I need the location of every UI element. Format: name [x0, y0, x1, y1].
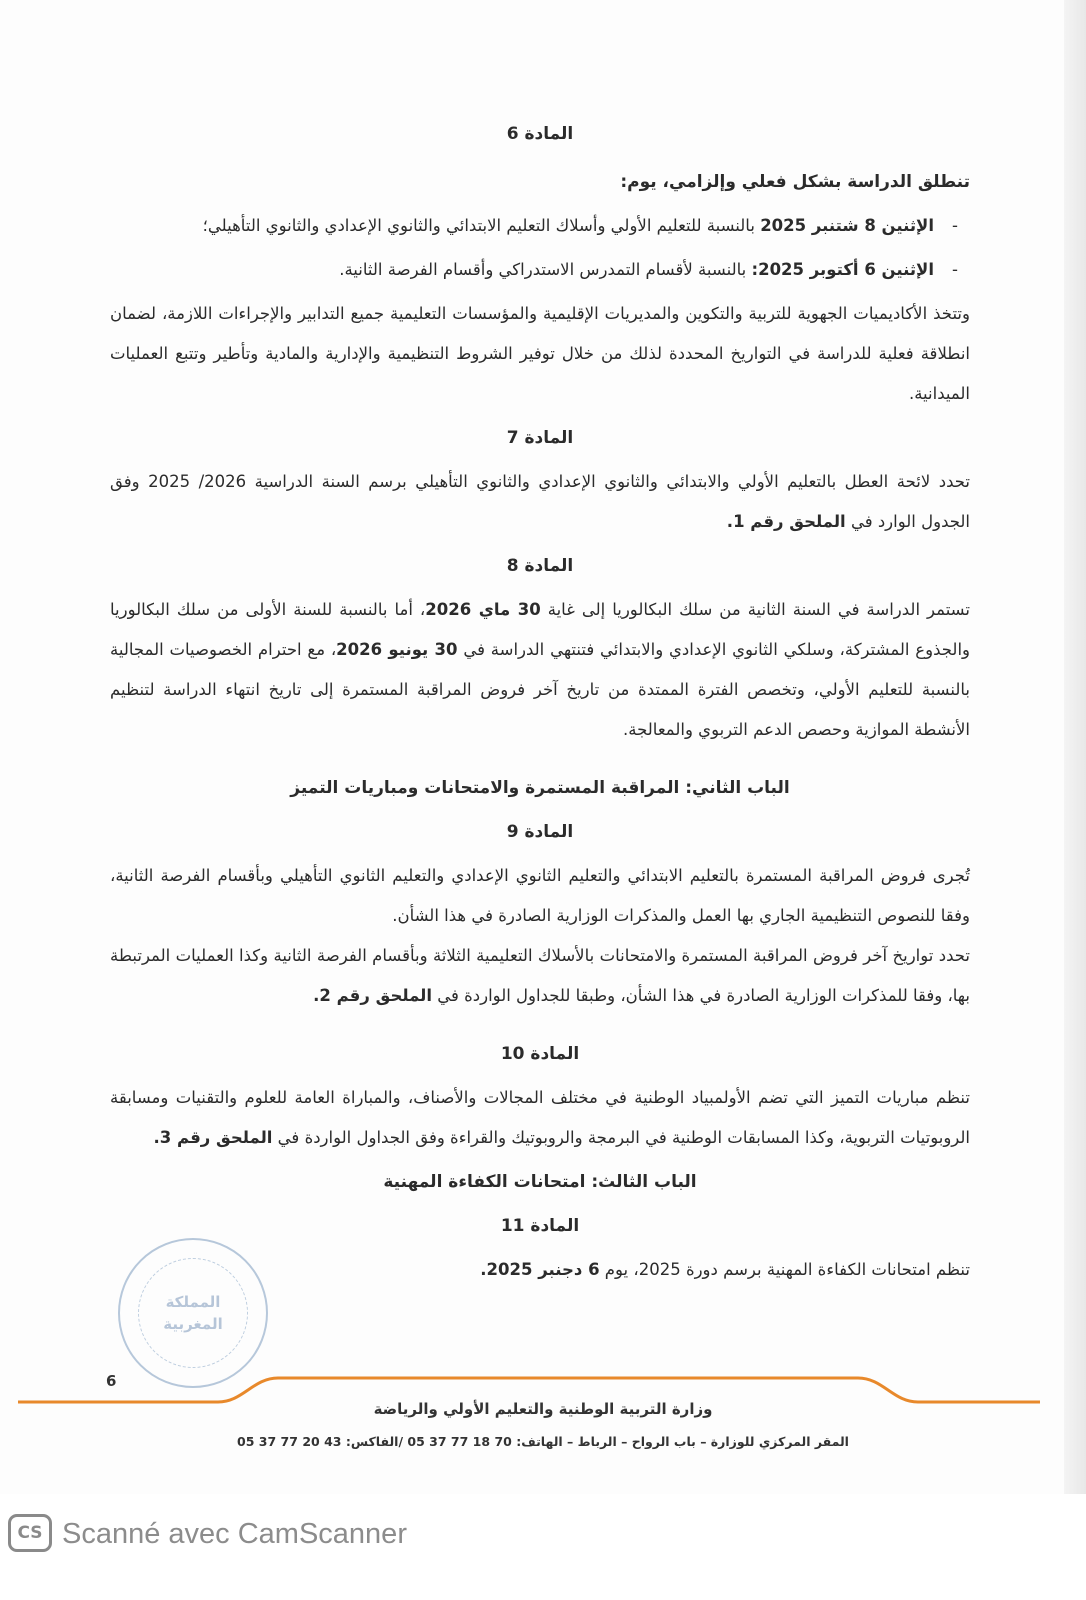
article-11-heading: المادة 11 [500, 1216, 580, 1236]
footer-address: المقر المركزي للوزارة – باب الرواح – الرباط – الهاتف: 70 18 77 37 05 /الفاكس: 43 20 77 37 05 [237, 1434, 849, 1449]
article-6-bullet-2 [110, 250, 970, 290]
chapter-3-title: الباب الثالث: امتحانات الكفاءة المهنية [383, 1172, 697, 1192]
camscanner-watermark-text: Scanné avec CamScanner [62, 1518, 407, 1550]
article-11-text: تنظم امتحانات الكفاءة المهنية برسم دورة 2025، يوم 6 دجنبر 2025. [480, 1260, 970, 1279]
camscanner-logo-icon: CS [8, 1514, 52, 1552]
bullet-text: بالنسبة لأقسام التمدرس الاستدراكي وأقسام الفرصة الثانية. [339, 260, 752, 279]
article-8-heading: المادة 8 [506, 556, 574, 576]
annex-3-ref: الملحق رقم 3. [153, 1128, 273, 1147]
article-10-text: تنظم مباريات التميز التي تضم الأولمبياد الوطنية في مختلف المجالات والأصناف، والمباراة العامة للعلوم والتقنيات ومسابقة الروبوتيات التربوية، وكذا المسابقات الوطنية في البرمجة والروبوتيك والقراءة وفق الجداول الواردة في الملحق رقم 3. [110, 1088, 970, 1147]
article-7-heading: المادة 7 [506, 428, 574, 448]
date-june-30: 30 يونيو 2026 [336, 640, 458, 659]
exam-date: 6 دجنبر 2025. [480, 1260, 600, 1279]
footer-ministry-name: وزارة التربية الوطنية والتعليم الأولي والرياضة [373, 1400, 713, 1418]
official-stamp [118, 1238, 268, 1388]
article-6-bullet-1 [110, 206, 970, 246]
bullet-text: بالنسبة للتعليم الأولي وأسلاك التعليم الابتدائي والثانوي الإعدادي والثانوي التأهيلي؛ [202, 216, 761, 235]
article-7-text: تحدد لائحة العطل بالتعليم الأولي والابتدائي والثانوي الإعدادي والثانوي التأهيلي برسم السنة الدراسية 2026/ 2025 وفق الجدول الوارد في الملحق رقم 1. [110, 472, 970, 531]
bullet-dash: - [952, 260, 958, 279]
bullet-date: الإثنين 8 شتنبر 2025 [760, 216, 934, 235]
article-9-heading: المادة 9 [506, 822, 574, 842]
bullet-date: الإثنين 6 أكتوبر 2025: [751, 260, 934, 279]
annex-1-ref: الملحق رقم 1. [726, 512, 846, 531]
stamp-text: المملكة المغربية [138, 1258, 248, 1368]
bullet-dash: - [952, 216, 958, 235]
article-9-paragraph-1: تُجرى فروض المراقبة المستمرة بالتعليم الابتدائي والتعليم الثانوي الإعدادي والتعليم الثانوي التأهيلي وبأقسام الفرصة الثانية، وفقا للنصوص التنظيمية الجاري بها العمل والمذكرات الوزارية الصادرة في هذا الشأن. [110, 866, 970, 925]
document-body [110, 110, 970, 1290]
date-may-30: 30 ماي 2026 [425, 600, 541, 619]
article-6-intro: تنطلق الدراسة بشكل فعلي وإلزامي، يوم: [620, 172, 970, 192]
chapter-2-title: الباب الثاني: المراقبة المستمرة والامتحانات ومباريات التميز [290, 778, 790, 798]
page-number: 6 [106, 1372, 117, 1390]
annex-2-ref: الملحق رقم 2. [313, 986, 432, 1005]
article-6-paragraph: وتتخذ الأكاديميات الجهوية للتربية والتكوين والمديريات الإقليمية والمؤسسات التعليمية جميع التدابير والإجراءات اللازمة، لضمان انطلاقة فعلية للدراسة في التواريخ المحددة لذلك من خلال توفير الشروط التنظيمية والإدارية والمادية وتأطير وتتبع العمليات الميدانية. [110, 304, 970, 403]
article-9-paragraph-2: تحدد تواريخ آخر فروض المراقبة المستمرة والامتحانات بالأسلاك التعليمية الثلاثة وبأقسام الفرصة الثانية وكذا العمليات المرتبطة بها، وفقا للمذكرات الوزارية الصادرة في هذا الشأن، وطبقا للجداول الواردة في الملحق رقم 2. [110, 946, 970, 1005]
article-8-text: تستمر الدراسة في السنة الثانية من سلك البكالوريا إلى غاية 30 ماي 2026، أما بالنسبة للسنة الأولى من سلك البكالوريا والجذوع المشتركة، وسلكي الثانوي الإعدادي والابتدائي فتنتهي الدراسة في 30 يونيو 2026، مع احترام الخصوصيات المجالية بالنسبة للتعليم الأولي، وتخصص الفترة الممتدة من تاريخ آخر فروض المراقبة المستمرة إلى تاريخ انتهاء الدراسة لتنظيم الأنشطة الموازية وحصص الدعم التربوي والمعالجة. [110, 600, 971, 739]
article-6-heading: المادة 6 [506, 124, 574, 144]
scan-edge-shadow [1064, 0, 1086, 1540]
article-10-heading: المادة 10 [500, 1044, 580, 1064]
